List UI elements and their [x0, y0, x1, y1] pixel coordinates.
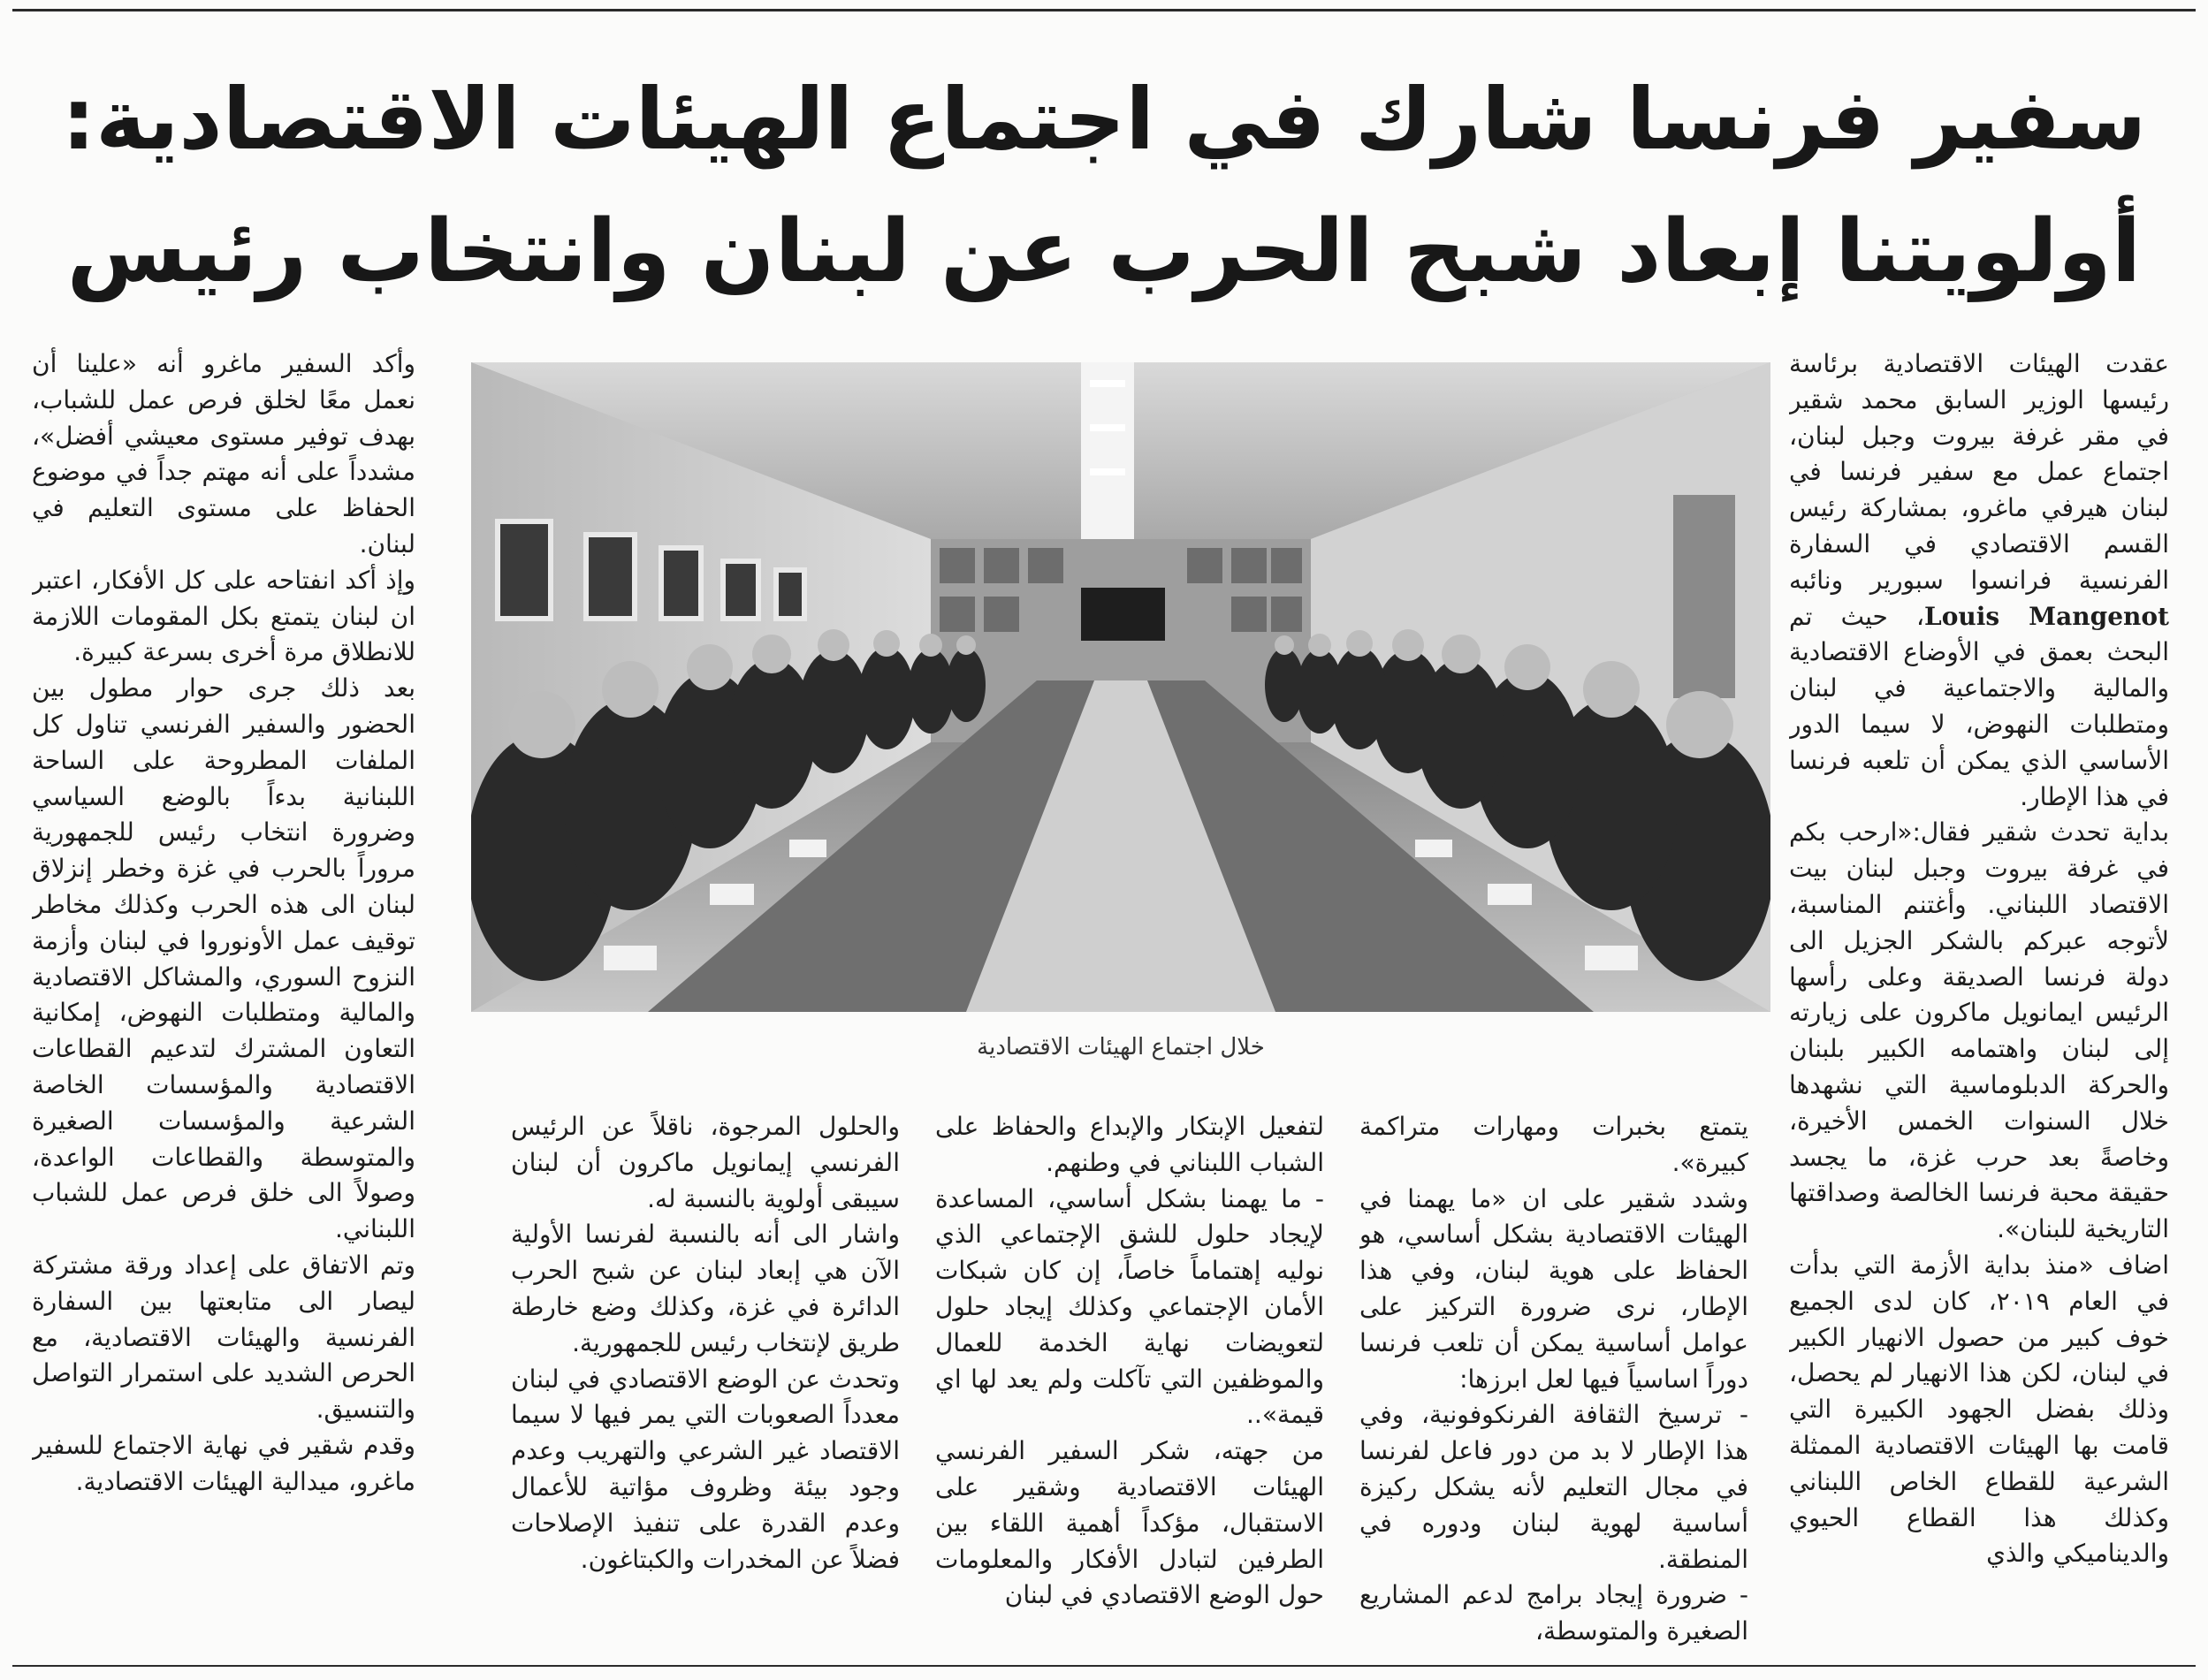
paragraph-innovation: لتفعيل الإبتكار والإبداع والحفاظ على الشباب اللبناني في وطنهم. — [935, 1112, 1324, 1177]
paragraph-crisis: اضاف «منذ بداية الأزمة التي بدأت في العام ٢٠١٩، كان لدى الجميع خوف كبير من حصول الانهيار الكبير في لبنان، لكن هذا الانهيار لم يحصل، وذلك بفضل الجهود الكبيرة التي قامت بها الهيئات الاقتصادية الممثلة الشرعية للقطاع الخاص اللبناني وكذلك هذا القطاع الحيوي والديناميكي والذي — [1789, 1250, 2169, 1569]
paragraph-identity: وشدد شقير على ان «ما يهمنا في الهيئات الاقتصادية بشكل أساسي، هو الحفاظ على هوية لبنان، وفي هذا الإطار، نرى ضرورة التركيز على عوامل أساسية يمكن أن تلعب فرنسا دوراً اساسياً فيها لعل ابرزها: — [1359, 1183, 1748, 1394]
latin-name: Louis Mangenot — [1924, 601, 2169, 631]
paragraph-jobs: وأكد السفير ماغرو أنه «علينا أن نعمل معًا لخلق فرص عمل للشباب، بهدف توفير مستوى معيشي أفضل»، مشدداً على أنه مهتم جداً في موضوع الحفاظ على مستوى التعليم في لبنان. — [32, 349, 415, 559]
paragraph-programs: - ضرورة إيجاد برامج لدعم المشاريع الصغيرة والمتوسطة، — [1359, 1580, 1748, 1646]
photo-caption: خلال اجتماع الهيئات الاقتصادية — [977, 1034, 1265, 1060]
headline-line-2: أولويتنا إبعاد شبح الحرب عن لبنان وانتخاب رئيس — [66, 201, 2142, 302]
headline-line-1: سفير فرنسا شارك في اجتماع الهيئات الاقتصادية: — [61, 70, 2147, 169]
paragraph-intro-cont: ، حيث تم البحث بعمق في الأوضاع الاقتصادية والمالية والاجتماعية في لبنان ومتطلبات النهوض، لا سيما الدور الأساسي الذي يمكن أن تلعبه فرنسا في هذا الإطار. — [1789, 601, 2169, 811]
article-column-middle-1 — [1359, 1109, 1748, 1662]
paragraph-francophone: - ترسيخ الثقافة الفرنكوفونية، وفي هذا الإطار لا بد من دور فاعل لفرنسا في مجال التعليم لأنه يشكل ركيزة أساسية لهوية لبنان ودوره في المنطقة. — [1359, 1400, 1748, 1574]
paragraph-economy: وتحدث عن الوضع الاقتصادي في لبنان معدداً الصعوبات التي يمر فيها لا سيما الاقتصاد غير الشرعي والتهريب وعدم وجود بيئة وظروف مؤاتية للأعمال وعدم القدرة على تنفيذ الإصلاحات فضلاً عن المخدرات والكبتاغون. — [511, 1364, 900, 1574]
paragraph-openness: وإذ أكد انفتاحه على كل الأفكار، اعتبر ان لبنان يتمتع بكل المقومات اللازمة للانطلاق مرة أخرى بسرعة كبيرة. — [32, 565, 415, 667]
article-column-middle-2 — [935, 1109, 1324, 1662]
article-column-middle-3 — [511, 1109, 900, 1662]
article-column-left — [32, 346, 415, 1661]
paragraph-agreement: وتم الاتفاق على إعداد ورقة مشتركة ليصار الى متابعتها بين السفارة الفرنسية والهيئات الاقتصادية، مع الحرص الشديد على استمرار التواصل والتنسيق. — [32, 1250, 415, 1425]
paragraph-medal: وقدم شقير في نهاية الاجتماع للسفير ماغرو، ميدالية الهيئات الاقتصادية. — [32, 1430, 415, 1496]
bottom-rule — [12, 1665, 2196, 1667]
article-column-right — [1789, 346, 2169, 1661]
top-rule — [12, 9, 2196, 11]
meeting-photo — [471, 362, 1770, 1012]
paragraph-intro: عقدت الهيئات الاقتصادية برئاسة رئيسها الوزير السابق محمد شقير في مقر غرفة بيروت وجبل لبنان، اجتماع عمل مع سفير فرنسا في لبنان هيرفي ماغرو، بمشاركة رئيس القسم الاقتصادي في السفارة الفرنسية فرانسوا سبورير ونائبه — [1789, 349, 2169, 595]
paragraph-macron: والحلول المرجوة، ناقلاً عن الرئيس الفرنسي إيمانويل ماكرون أن لبنان سيبقى أولوية بالنسبة له. — [511, 1112, 900, 1213]
paragraph-priority: واشار الى أنه بالنسبة لفرنسا الأولية الآن هي إبعاد لبنان عن شبح الحرب الدائرة في غزة، وكذلك وضع خارطة طريق لإنتخاب رئيس للجمهورية. — [511, 1220, 900, 1357]
paragraph-dialogue: بعد ذلك جرى حوار مطول بين الحضور والسفير الفرنسي تناول كل الملفات المطروحة على الساحة اللبنانية بدءاً بالوضع السياسي وضرورة انتخاب رئيس للجمهورية مروراً بالحرب في غزة وخطر إنزلاق لبنان الى هذه الحرب وكذلك مخاطر توقيف عمل الأونوروا في لبنان وأزمة النزوح السوري، والمشاكل الاقتصادية والمالية ومتطلبات النهوض، إمكانية التعاون المشترك لتدعيم القطاعات الاقتصادية والمؤسسات الخاصة الشرعية والمؤسسات الصغيرة والمتوسطة والقطاعات الواعدة، وصولاً الى خلق فرص عمل للشباب اللبناني. — [32, 673, 415, 1244]
paragraph-ambassador-thanks: من جهته، شكر السفير الفرنسي الهيئات الاقتصادية وشقير على الاستقبال، مؤكداً أهمية اللقاء بين الطرفين لتبادل الأفكار والمعلومات حول الوضع الاقتصادي في لبنان — [935, 1436, 1324, 1610]
paragraph-social: - ما يهمنا بشكل أساسي، المساعدة لإيجاد حلول للشق الإجتماعي الذي نوليه إهتماماً خاصاً، إن كان شبكات الأمان الإجتماعي وكذلك إيجاد حلول لتعويضات نهاية الخدمة للعمال والموظفين التي تآكلت ولم يعد لها اي قيمة».. — [935, 1183, 1324, 1430]
paragraph-shoukair-welcome: بداية تحدث شقير فقال:«ارحب بكم في غرفة بيروت وجبل لبنان بيت الاقتصاد اللبناني. وأغتنم المناسبة، لأتوجه عبركم بالشكر الجزيل الى دولة فرنسا الصديقة وعلى رأسها الرئيس ايمانويل ماكرون على زيارته إلى لبنان واهتمامه الكبير بلبنان والحركة الدبلوماسية التي نشهدها خلال السنوات الخمس الأخيرة، وخاصةً بعد حرب غزة، ما يجسد حقيقة محبة فرنسا الخالصة وصداقتها التاريخية للبنان». — [1789, 817, 2169, 1244]
paragraph-expertise: يتمتع بخبرات ومهارات متراكمة كبيرة». — [1359, 1112, 1748, 1177]
